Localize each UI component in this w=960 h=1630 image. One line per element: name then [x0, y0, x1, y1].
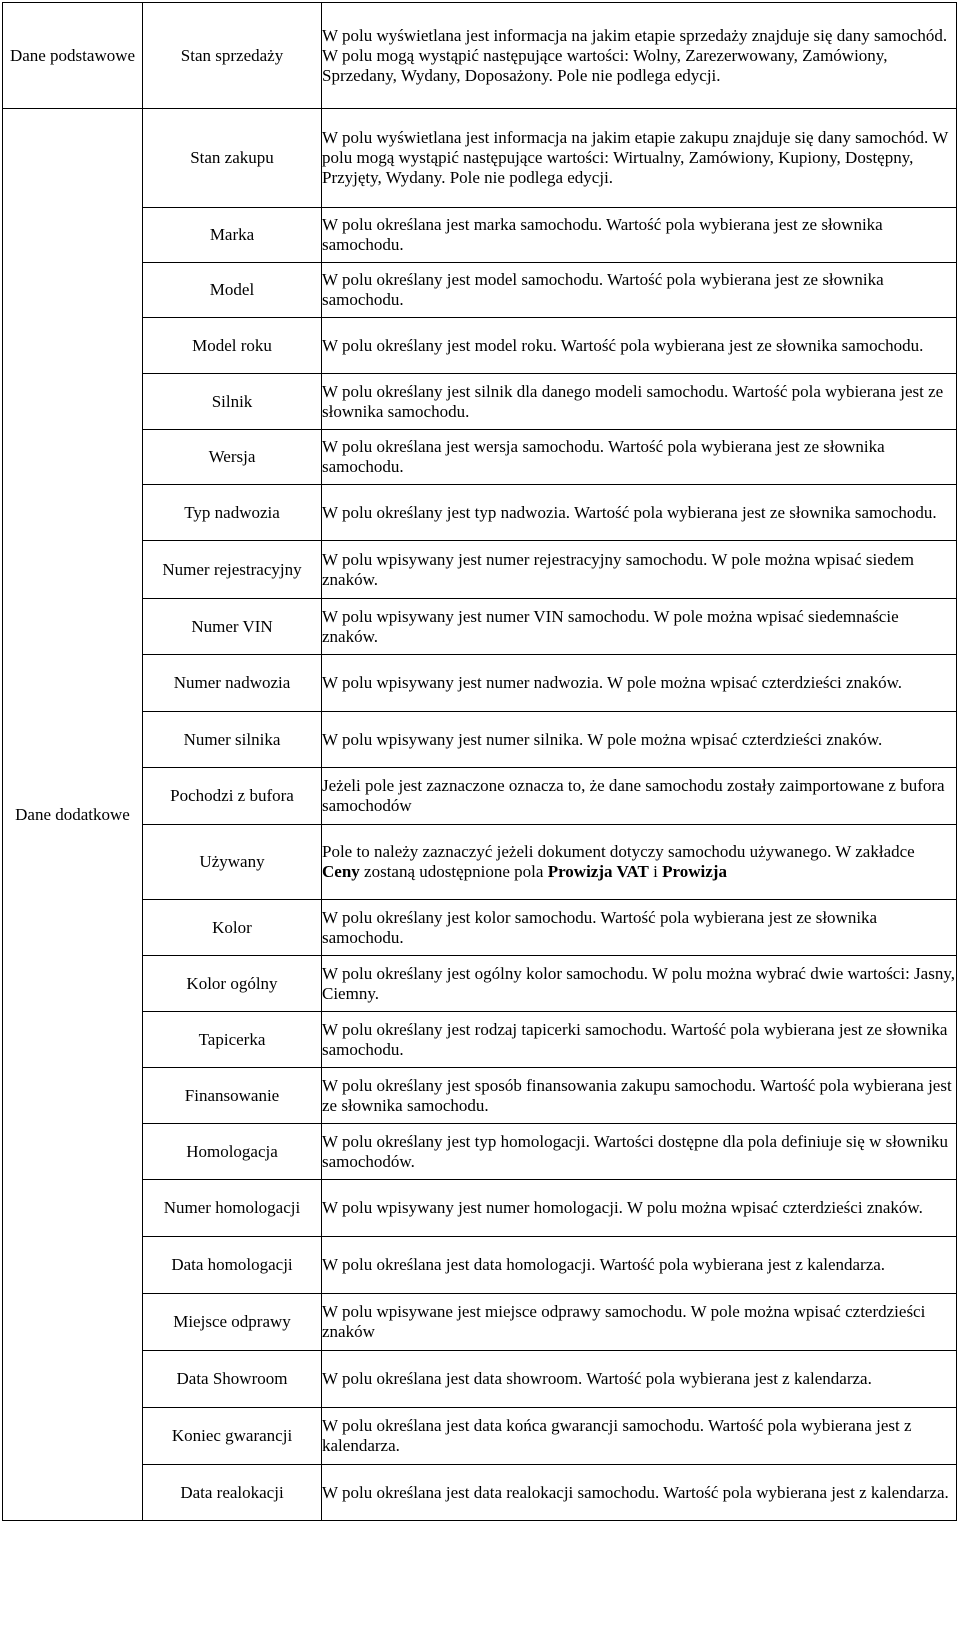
- field-description-cell: W polu określany jest sposób finansowania zakupu samochodu. Wartość pola wybierana jest ze słownika samochodu.: [322, 1068, 957, 1124]
- table-row: [3, 263, 957, 318]
- table-row: [3, 541, 957, 599]
- table-row: [3, 1237, 957, 1294]
- field-name-cell: Data realokacji: [143, 1465, 322, 1521]
- table-row: [3, 655, 957, 712]
- field-description-cell: W polu określany jest silnik dla danego modeli samochodu. Wartość pola wybierana jest ze słownika samochodu.: [322, 374, 957, 430]
- field-name-cell: Finansowanie: [143, 1068, 322, 1124]
- table-row: [3, 208, 957, 263]
- table-row: [3, 1408, 957, 1465]
- field-name-cell: Koniec gwarancji: [143, 1408, 322, 1465]
- field-description-cell: [322, 825, 957, 900]
- field-description-cell: W polu określana jest data realokacji samochodu. Wartość pola wybierana jest z kalendarza.: [322, 1465, 957, 1521]
- table-row: [3, 1068, 957, 1124]
- field-name-cell: Stan sprzedaży: [143, 3, 322, 109]
- table-row: [3, 318, 957, 374]
- field-description-cell: W polu określany jest rodzaj tapicerki samochodu. Wartość pola wybierana jest ze słownika samochodu.: [322, 1012, 957, 1068]
- table-row: [3, 1351, 957, 1408]
- field-name-cell: Pochodzi z bufora: [143, 768, 322, 825]
- field-name-cell: Numer rejestracyjny: [143, 541, 322, 599]
- table-row: [3, 3, 957, 109]
- field-name-cell: Marka: [143, 208, 322, 263]
- description-text: i: [648, 862, 663, 881]
- field-name-cell: Numer VIN: [143, 599, 322, 655]
- field-description-table: [2, 2, 957, 1521]
- field-description-cell: W polu wyświetlana jest informacja na jakim etapie sprzedaży znajduje się dany samochód. W polu mogą wystąpić następujące wartości: Wolny, Zarezerwowany, Zamówiony, Sprzedany, Wydany, Doposażony. Pole nie podlega edycji.: [322, 3, 957, 109]
- field-description-cell: W polu wpisywany jest numer VIN samochodu. W pole można wpisać siedemnaście znaków.: [322, 599, 957, 655]
- field-name-cell: Data homologacji: [143, 1237, 322, 1294]
- table-row: [3, 768, 957, 825]
- table-row: [3, 374, 957, 430]
- table-row: [3, 900, 957, 956]
- bold-term: Ceny: [322, 862, 360, 881]
- bold-term: Prowizja VAT: [547, 862, 649, 881]
- field-description-cell: W polu określana jest data końca gwarancji samochodu. Wartość pola wybierana jest z kalendarza.: [322, 1408, 957, 1465]
- field-name-cell: Typ nadwozia: [143, 485, 322, 541]
- field-description-cell: W polu określany jest typ homologacji. Wartości dostępne dla pola definiuje się w słowniku samochodów.: [322, 1124, 957, 1180]
- table-body: [3, 3, 957, 1521]
- group-label-basic: Dane podstawowe: [3, 3, 143, 109]
- field-description-cell: W polu określany jest kolor samochodu. Wartość pola wybierana jest ze słownika samochodu.: [322, 900, 957, 956]
- field-description-cell: Jeżeli pole jest zaznaczone oznacza to, że dane samochodu zostały zaimportowane z bufora samochodów: [322, 768, 957, 825]
- field-name-cell: Numer nadwozia: [143, 655, 322, 712]
- table-row: [3, 1012, 957, 1068]
- field-name-cell: Stan zakupu: [143, 109, 322, 208]
- field-description-cell: W polu określana jest data homologacji. Wartość pola wybierana jest z kalendarza.: [322, 1237, 957, 1294]
- table-row: [3, 956, 957, 1012]
- field-name-cell: Data Showroom: [143, 1351, 322, 1408]
- field-description-cell: W polu określana jest marka samochodu. Wartość pola wybierana jest ze słownika samochodu.: [322, 208, 957, 263]
- field-description-cell: W polu wpisywane jest miejsce odprawy samochodu. W pole można wpisać czterdzieści znaków: [322, 1294, 957, 1351]
- table-row: [3, 430, 957, 485]
- field-description-cell: W polu wpisywany jest numer homologacji. W polu można wpisać czterdzieści znaków.: [322, 1180, 957, 1237]
- field-description-cell: W polu określany jest ogólny kolor samochodu. W polu można wybrać dwie wartości: Jasny, Ciemny.: [322, 956, 957, 1012]
- field-name-cell: Homologacja: [143, 1124, 322, 1180]
- field-description-cell: W polu określany jest model roku. Wartość pola wybierana jest ze słownika samochodu.: [322, 318, 957, 374]
- field-name-cell: Kolor: [143, 900, 322, 956]
- field-name-cell: Tapicerka: [143, 1012, 322, 1068]
- table-row: [3, 712, 957, 768]
- field-name-cell: Używany: [143, 825, 322, 900]
- field-name-cell: Model: [143, 263, 322, 318]
- field-description-cell: W polu określana jest wersja samochodu. Wartość pola wybierana jest ze słownika samochodu.: [322, 430, 957, 485]
- table-row: [3, 1294, 957, 1351]
- description-text: Pole to należy zaznaczyć jeżeli dokument dotyczy samochodu używanego. W zakładce: [322, 842, 915, 861]
- field-description-cell: W polu wpisywany jest numer nadwozia. W pole można wpisać czterdzieści znaków.: [322, 655, 957, 712]
- table-row: [3, 825, 957, 900]
- bold-term: Prowizja: [662, 862, 727, 881]
- table-row: [3, 599, 957, 655]
- field-description-cell: W polu określany jest typ nadwozia. Wartość pola wybierana jest ze słownika samochodu.: [322, 485, 957, 541]
- field-name-cell: Wersja: [143, 430, 322, 485]
- description-text: zostaną udostępnione pola: [359, 862, 548, 881]
- table-row: [3, 1124, 957, 1180]
- table-row: [3, 485, 957, 541]
- field-description-cell: W polu wpisywany jest numer rejestracyjny samochodu. W pole można wpisać siedem znaków.: [322, 541, 957, 599]
- field-description-cell: W polu wyświetlana jest informacja na jakim etapie zakupu znajduje się dany samochód. W polu mogą wystąpić następujące wartości: Wirtualny, Zamówiony, Kupiony, Dostępny, Przyjęty, Wydany. Pole nie podlega edycji.: [322, 109, 957, 208]
- field-name-cell: Model roku: [143, 318, 322, 374]
- field-name-cell: Numer homologacji: [143, 1180, 322, 1237]
- field-name-cell: Kolor ogólny: [143, 956, 322, 1012]
- table-row: [3, 1465, 957, 1521]
- table-row: [3, 1180, 957, 1237]
- group-label-additional: Dane dodatkowe: [3, 109, 143, 1521]
- field-name-cell: Miejsce odprawy: [143, 1294, 322, 1351]
- field-name-cell: Numer silnika: [143, 712, 322, 768]
- field-name-cell: Silnik: [143, 374, 322, 430]
- table-row: [3, 109, 957, 208]
- field-description-cell: W polu wpisywany jest numer silnika. W pole można wpisać czterdzieści znaków.: [322, 712, 957, 768]
- field-description-cell: W polu określany jest model samochodu. Wartość pola wybierana jest ze słownika samochodu.: [322, 263, 957, 318]
- field-description-cell: W polu określana jest data showroom. Wartość pola wybierana jest z kalendarza.: [322, 1351, 957, 1408]
